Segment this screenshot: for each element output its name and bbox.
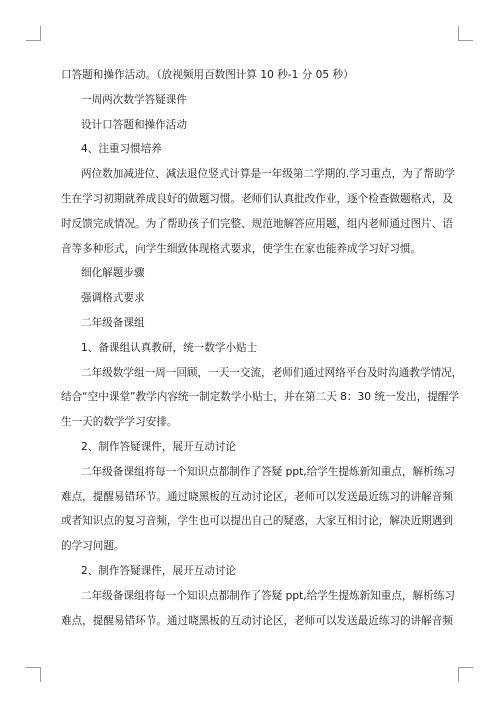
list-item: 细化解题步骤 bbox=[81, 267, 145, 280]
paragraph-line: 或者知识点的复习音频，学生也可以提出自己的疑惑，大家互相讨论，解决近期遇到 bbox=[61, 515, 453, 528]
section-heading: 二年级备课组 bbox=[81, 316, 145, 329]
paragraph-line: 音等多种形式，向学生细致体现格式要求，使学生在家也能养成学习好习惯。 bbox=[61, 242, 422, 255]
paragraph-line: 生在学习初期就养成良好的做题习惯。老师们认真批改作业，逐个检查做题格式，及 bbox=[61, 192, 453, 205]
paragraph-line: 的学习问题。 bbox=[61, 540, 125, 553]
crop-mark-bottom-right bbox=[458, 667, 473, 682]
paragraph-line: 时反馈完成情况。为了帮助孩子们完整、规范地解答应用题，组内老师通过图片、语 bbox=[61, 217, 453, 230]
section-heading: 2、制作答疑课件，展开互动讨论 bbox=[81, 440, 237, 453]
section-heading: 2、制作答疑课件，展开互动讨论 bbox=[81, 564, 237, 577]
crop-mark-top-right bbox=[458, 26, 473, 41]
document-body bbox=[61, 63, 463, 633]
paragraph-line: 二年级备课组将每一个知识点都制作了答疑 ppt,给学生提炼新知重点，解析练习 bbox=[81, 465, 455, 478]
crop-mark-top-left bbox=[26, 26, 41, 41]
paragraph-line: 二年级数学组一周一回顾，一天一交流，老师们通过网络平台及时沟通教学情况， bbox=[81, 366, 463, 379]
section-heading: 1、备课组认真教研，统一数学小贴士 bbox=[81, 341, 258, 354]
section-heading: 4、注重习惯培养 bbox=[81, 143, 162, 156]
paragraph-line: 生一天的数学学习安排。 bbox=[61, 416, 178, 429]
paragraph-line: 难点，提醒易错环节。通过晓黑板的互动讨论区，老师可以发送最近练习的讲解音频 bbox=[61, 614, 453, 627]
crop-mark-bottom-left bbox=[26, 667, 41, 682]
paragraph-line: 口答题和操作活动。（放视频用百数图计算 10 秒-1 分 05 秒） bbox=[61, 69, 354, 81]
list-item: 设计口答题和操作活动 bbox=[81, 118, 187, 131]
paragraph-line: 结合“空中课堂”教学内容统一制定数学小贴士，并在第二天 8：30 统一发出，提醒学 bbox=[61, 391, 460, 404]
paragraph-line: 两位数加减进位、减法退位竖式计算是一年级第二学期的.学习重点，为了帮助学 bbox=[81, 168, 456, 181]
paragraph-line: 难点，提醒易错环节。通过晓黑板的互动讨论区，老师可以发送最近练习的讲解音频 bbox=[61, 490, 453, 503]
paragraph-line: 二年级备课组将每一个知识点都制作了答疑 ppt,给学生提炼新知重点，解析练习 bbox=[81, 589, 455, 602]
list-item: 强调格式要求 bbox=[81, 292, 145, 305]
list-item: 一周两次数学答疑课件 bbox=[81, 93, 187, 106]
